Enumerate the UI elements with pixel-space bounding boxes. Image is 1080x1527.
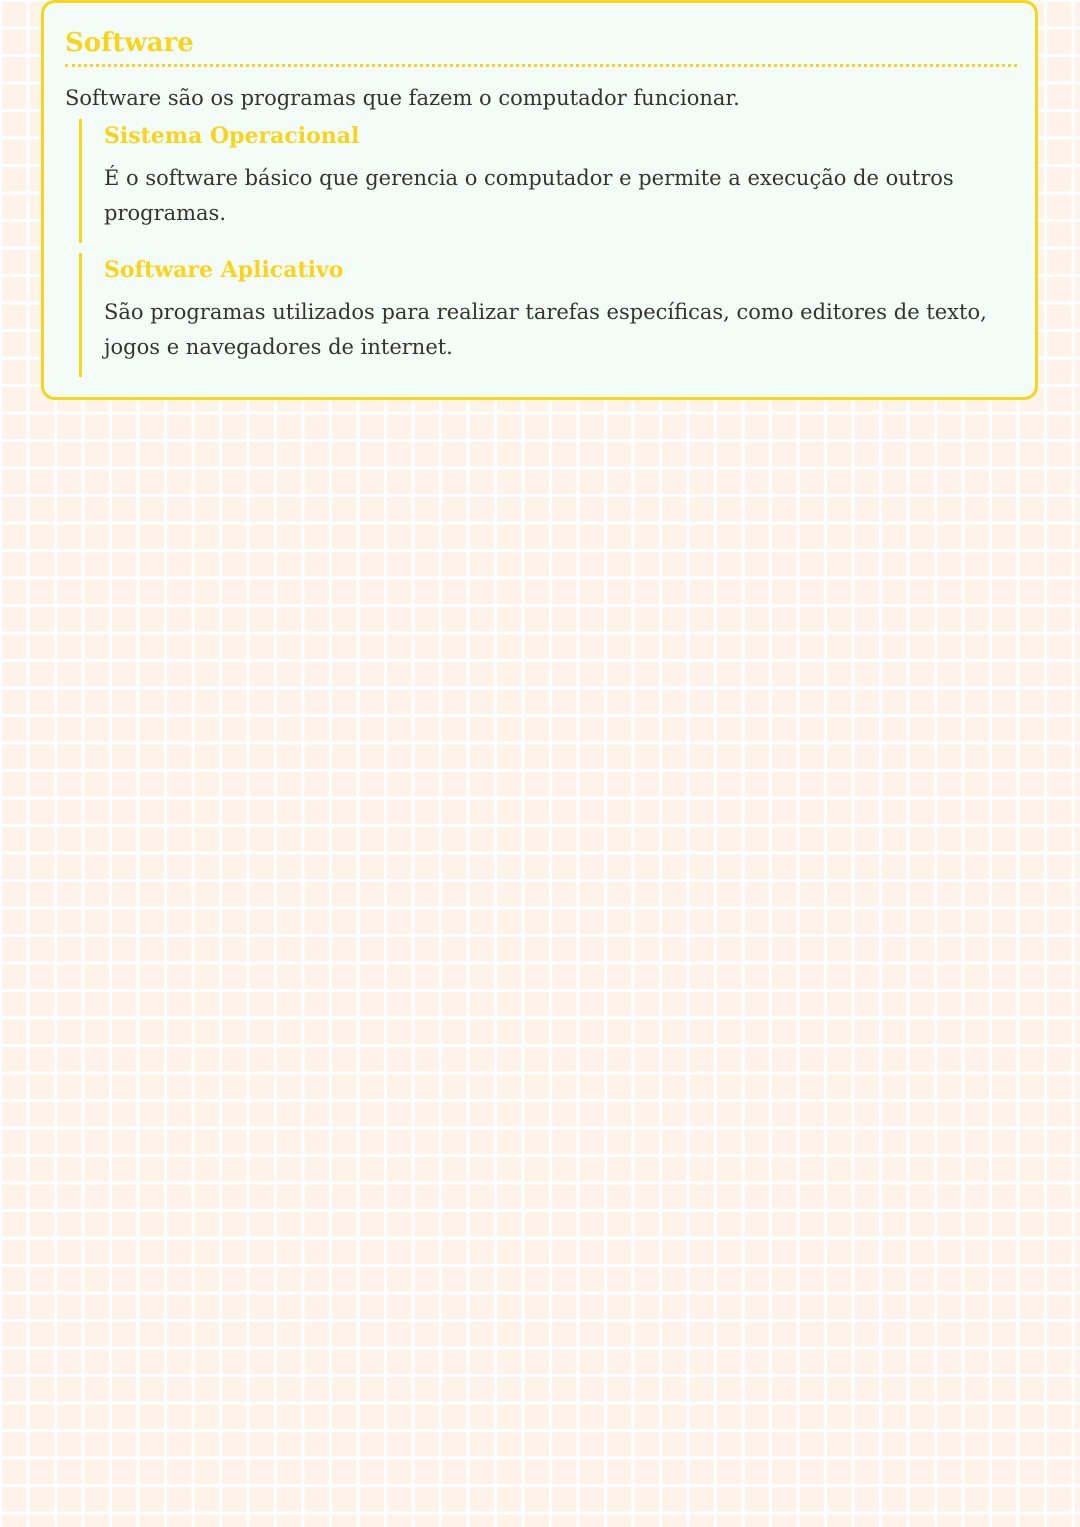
subsection-title: Software Aplicativo	[104, 257, 344, 283]
title-divider	[65, 64, 1017, 67]
subsection-text: É o software básico que gerencia o computador e permite a execução de outros programas.	[104, 166, 954, 225]
subsection-software-aplicativo	[79, 253, 1004, 377]
subsection-title: Sistema Operacional	[104, 123, 360, 149]
card-title: Software	[65, 28, 194, 58]
card-intro: Software são os programas que fazem o computador funcionar.	[65, 86, 740, 110]
subsection-text: São programas utilizados para realizar tarefas específicas, como editores de texto, jogos e navegadores de internet.	[104, 300, 987, 359]
subsection-sistema-operacional	[79, 119, 1004, 243]
software-card	[41, 0, 1038, 400]
